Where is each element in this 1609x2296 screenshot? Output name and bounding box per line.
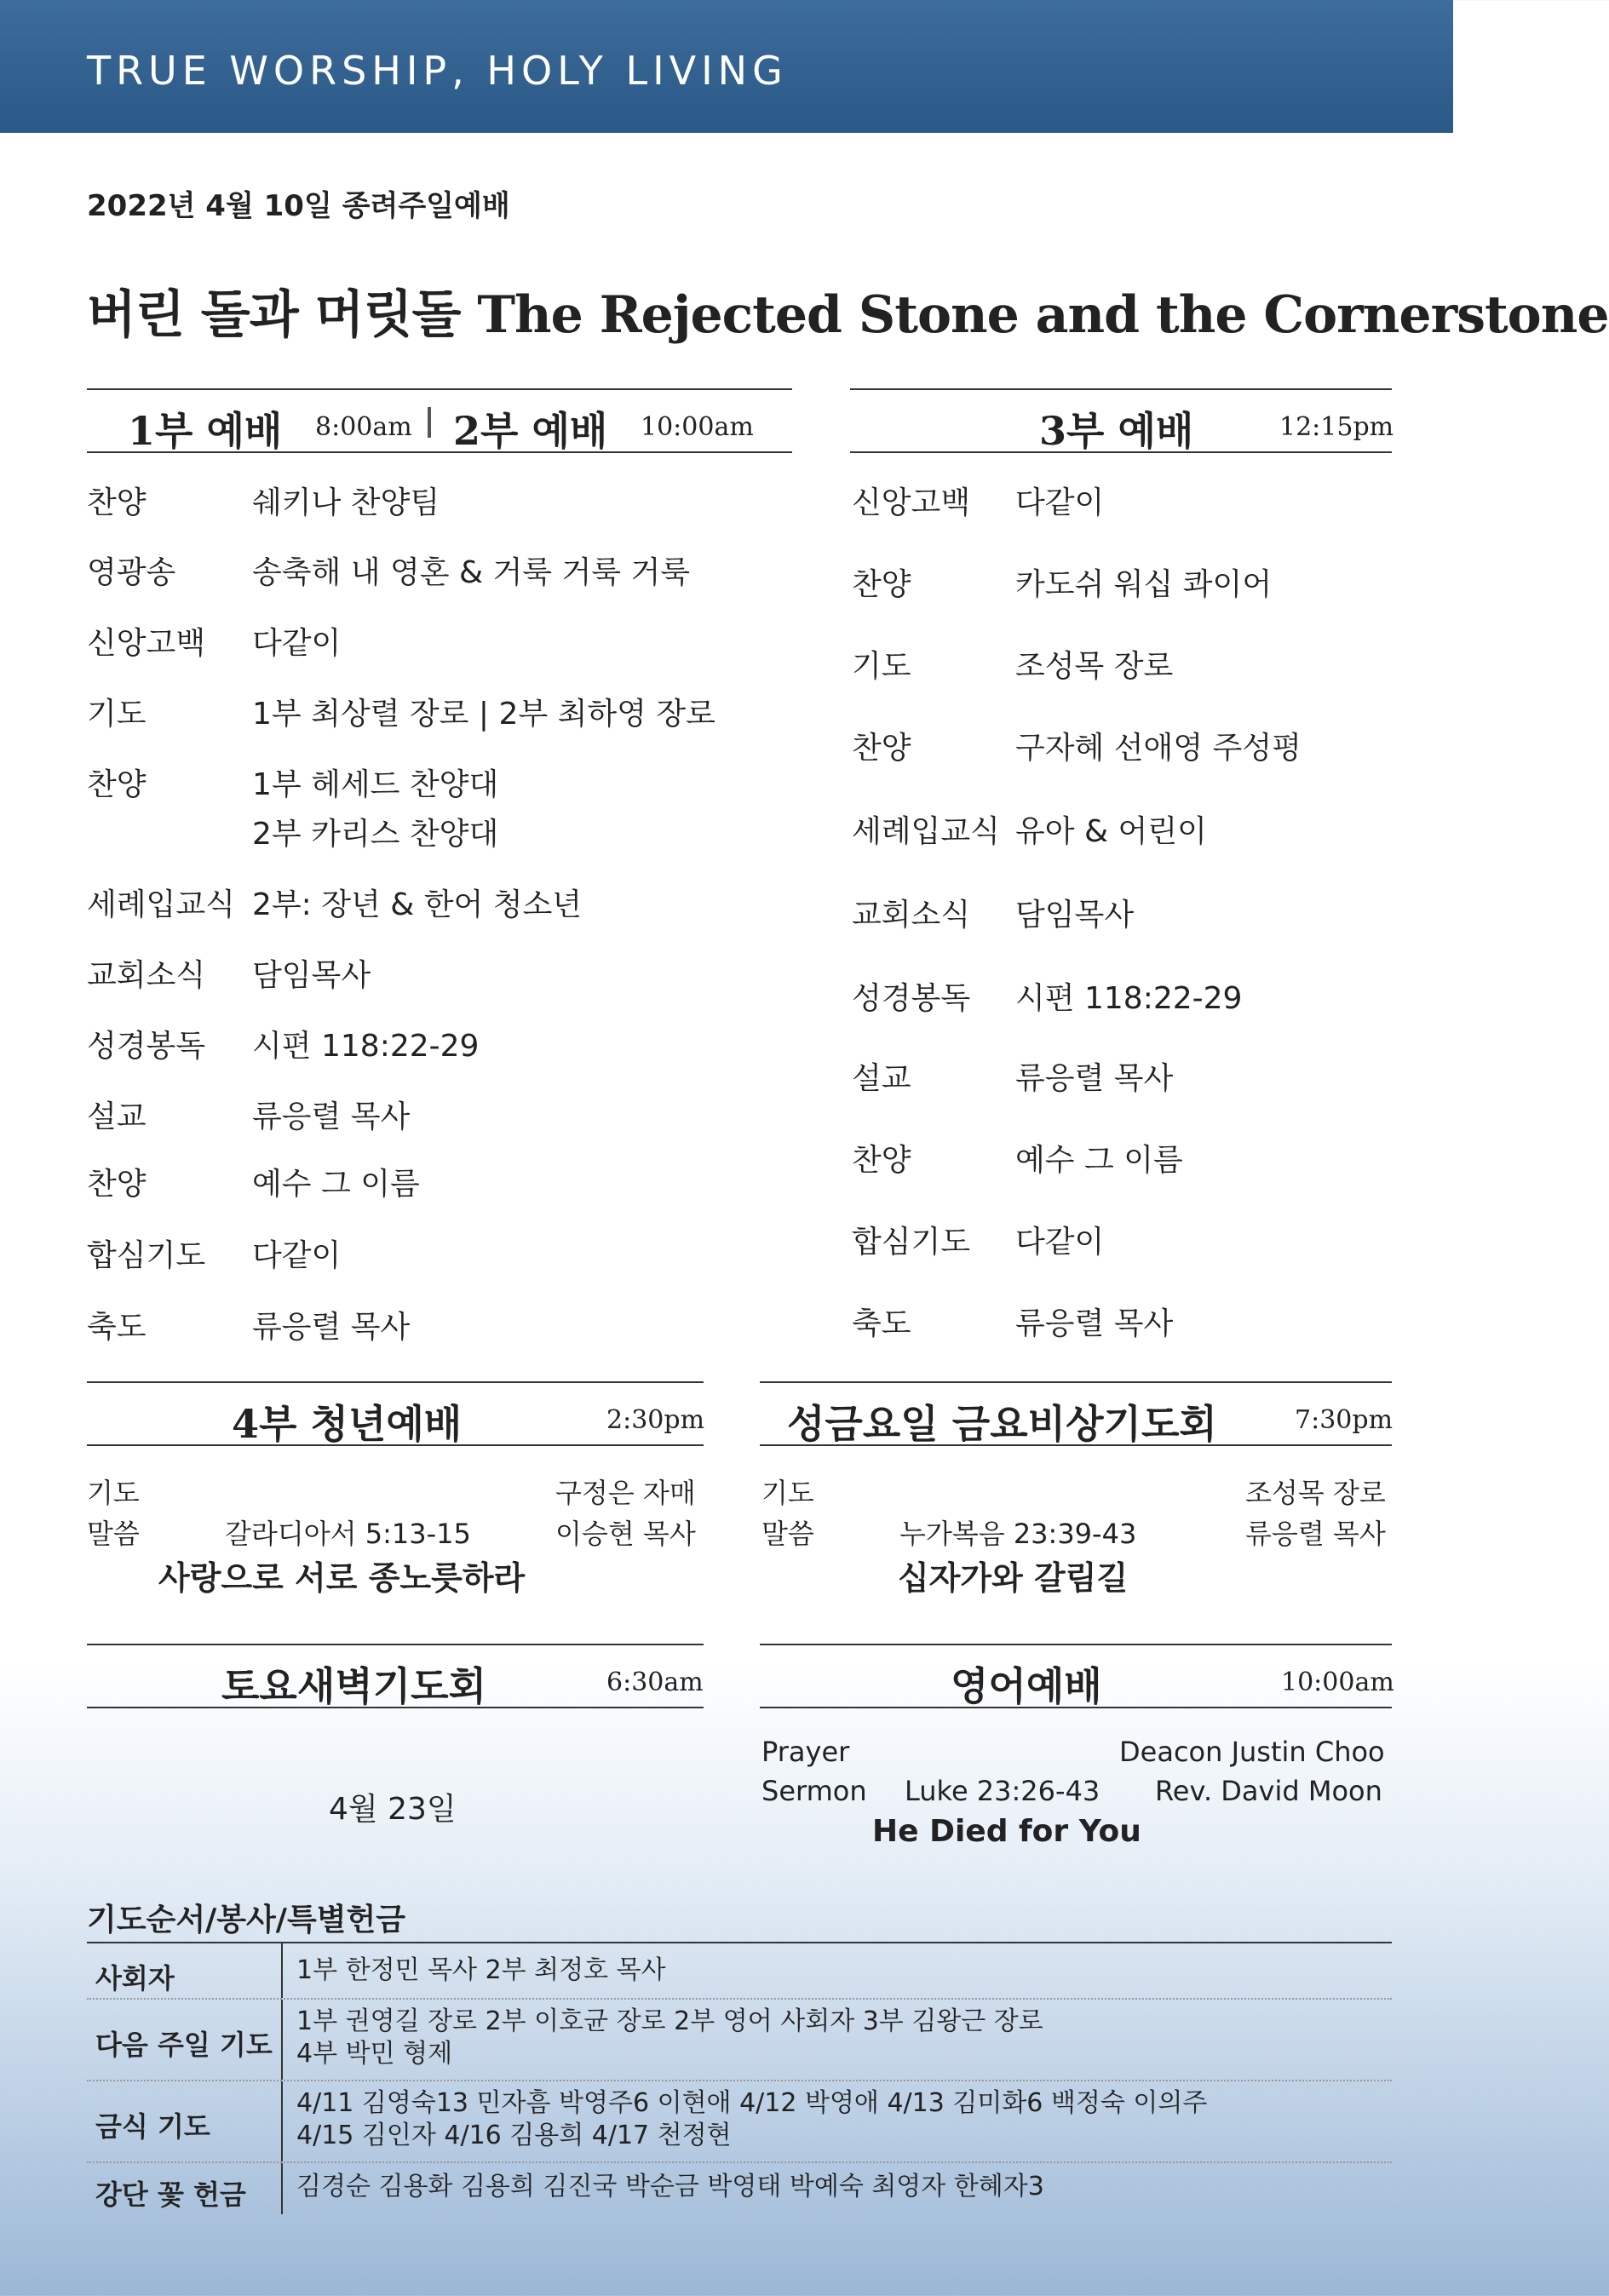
table-row [87, 2081, 1392, 2163]
order-label: 신앙고백 [852, 485, 971, 520]
sermon-title: He Died for You [872, 1814, 1141, 1849]
saturday-date: 4월 23일 [329, 1792, 457, 1827]
order-label: 찬양 [852, 731, 911, 766]
order-value: 구자혜 선애영 주성평 [1015, 731, 1302, 766]
order-label: 찬양 [852, 567, 911, 602]
duty-table [87, 1942, 1392, 2214]
order-value: 조성목 장로 [1015, 649, 1174, 684]
service-date: 2022년 4월 10일 종려주일예배 [87, 189, 510, 223]
service-12-header [87, 388, 792, 453]
service-3-header [850, 388, 1392, 453]
order-value: 2부: 장년 & 한어 청소년 [252, 887, 583, 922]
banner-title: TRUE WORSHIP, HOLY LIVING [87, 48, 788, 94]
order-value: 류응렬 목사 [252, 1099, 411, 1134]
english-service-time: 10:00am [1281, 1667, 1394, 1697]
sermon-preacher: 류응렬 목사 [1245, 1518, 1386, 1550]
table-row [87, 2000, 1392, 2081]
sermon-preacher: 이승현 목사 [555, 1518, 696, 1550]
service-4-heading: 4부 청년예배 [232, 1401, 463, 1447]
english-service-heading: 영어예배 [951, 1663, 1102, 1709]
column-divider [281, 1943, 283, 1998]
row-line2: 4부 박민 형제 [296, 2039, 453, 2069]
order-value-line2: 2부 카리스 찬양대 [252, 817, 499, 852]
order-value: 쉐키나 찬양팀 [252, 485, 440, 520]
order-value: 다같이 [252, 626, 342, 661]
order-value: 류응렬 목사 [1015, 1061, 1174, 1096]
row-line1: 1부 한정민 목사 2부 최정호 목사 [296, 1955, 666, 1985]
divider [428, 407, 431, 438]
order-value: 시편 118:22-29 [1015, 981, 1243, 1016]
english-service-header [760, 1644, 1392, 1708]
sermon-scripture: Luke 23:26-43 [905, 1775, 1100, 1807]
order-label: 영광송 [87, 555, 176, 590]
row-header: 다음 주일 기도 [95, 2029, 273, 2061]
order-label: 축도 [852, 1306, 911, 1341]
order-label: 기도 [852, 649, 911, 684]
prayer-person: 구정은 자매 [555, 1477, 696, 1509]
row-header: 강단 꽃 헌금 [95, 2178, 246, 2211]
row-line1: 김경순 김용화 김용희 김진국 박순금 박영태 박예숙 최영자 한혜자3 [296, 2172, 1044, 2201]
good-friday-header [760, 1381, 1392, 1446]
sermon-main-title: 버린 돌과 머릿돌 The Rejected Stone and the Cornerstone [87, 285, 1609, 345]
order-label: 설교 [87, 1099, 147, 1134]
prayer-label: Prayer [761, 1736, 850, 1768]
order-value: 카도쉬 워십 콰이어 [1015, 567, 1273, 602]
service-4-time: 2:30pm [606, 1405, 705, 1435]
sermon-preacher: Rev. David Moon [1155, 1775, 1382, 1807]
row-line2: 4/15 김인자 4/16 김용희 4/17 천정현 [296, 2121, 732, 2150]
order-value: 담임목사 [252, 958, 371, 993]
order-label: 세례입교식 [852, 814, 1000, 849]
service-3-time: 12:15pm [1279, 412, 1394, 442]
sermon-title: 십자가와 갈림길 [898, 1559, 1129, 1597]
order-label: 교회소식 [87, 958, 206, 993]
prayer-label: 기도 [87, 1477, 140, 1509]
sermon-scripture: 갈라디아서 5:13-15 [225, 1518, 471, 1550]
duty-table-title: 기도순서/봉사/특별헌금 [87, 1903, 406, 1937]
order-label: 축도 [87, 1310, 147, 1345]
order-value: 유아 & 어린이 [1015, 814, 1207, 849]
order-value: 1부 헤세드 찬양대 [252, 767, 499, 802]
saturday-heading: 토요새벽기도회 [221, 1663, 487, 1709]
column-divider [281, 2000, 283, 2080]
prayer-person: Deacon Justin Choo [1119, 1736, 1385, 1768]
order-value: 예수 그 이름 [252, 1167, 420, 1202]
service-3-heading: 3부 예배 [1039, 408, 1194, 454]
service-4-header [87, 1381, 704, 1446]
order-value: 류응렬 목사 [252, 1310, 411, 1345]
order-value: 송축해 내 영혼 & 거룩 거룩 거룩 [252, 555, 691, 590]
order-value: 류응렬 목사 [1015, 1306, 1174, 1341]
row-line1: 1부 권영길 장로 2부 이호균 장로 2부 영어 사회자 3부 김왕근 장로 [296, 2006, 1043, 2036]
service-2-time: 10:00am [641, 412, 754, 442]
column-divider [281, 2163, 283, 2214]
service-1-heading: 1부 예배 [128, 408, 283, 454]
saturday-header [87, 1644, 704, 1708]
sermon-scripture: 누가복음 23:39-43 [899, 1518, 1137, 1550]
order-value: 예수 그 이름 [1015, 1143, 1183, 1178]
saturday-time: 6:30am [606, 1667, 704, 1697]
order-value: 1부 최상렬 장로 | 2부 최하영 장로 [252, 697, 715, 732]
order-value: 다같이 [1015, 1225, 1105, 1260]
row-line1: 4/11 김영숙13 민자흠 박영주6 이현애 4/12 박영애 4/13 김미화6 백정숙 이의주 [296, 2088, 1208, 2118]
service-2-heading: 2부 예배 [453, 408, 608, 454]
order-label: 찬양 [87, 767, 147, 802]
table-row [87, 1943, 1392, 2000]
service-1-time: 8:00am [315, 412, 412, 442]
column-divider [281, 2081, 283, 2161]
header-banner [0, 0, 1453, 133]
row-header: 사회자 [95, 1962, 175, 1995]
table-row [87, 2163, 1392, 2214]
order-label: 찬양 [87, 485, 147, 520]
order-label: 기도 [87, 697, 147, 732]
order-label: 세례입교식 [87, 887, 235, 922]
sermon-label: Sermon [761, 1775, 867, 1807]
order-label: 교회소식 [852, 898, 971, 933]
order-label: 합심기도 [87, 1238, 206, 1273]
order-value: 다같이 [1015, 485, 1105, 520]
order-value: 다같이 [252, 1238, 342, 1273]
prayer-label: 기도 [761, 1477, 814, 1509]
order-label: 찬양 [87, 1167, 147, 1202]
row-header: 금식 기도 [95, 2110, 210, 2143]
order-value: 시편 118:22-29 [252, 1029, 480, 1064]
order-label: 설교 [852, 1061, 911, 1096]
order-label: 성경봉독 [852, 981, 971, 1016]
sermon-label: 말씀 [87, 1518, 140, 1550]
good-friday-heading: 성금요일 금요비상기도회 [787, 1401, 1217, 1447]
order-label: 성경봉독 [87, 1029, 206, 1064]
order-label: 찬양 [852, 1143, 911, 1178]
order-label: 합심기도 [852, 1225, 971, 1260]
order-value: 담임목사 [1015, 898, 1135, 933]
sermon-title: 사랑으로 서로 종노릇하라 [158, 1559, 526, 1597]
sermon-label: 말씀 [761, 1518, 814, 1550]
order-label: 신앙고백 [87, 626, 206, 661]
good-friday-time: 7:30pm [1295, 1405, 1394, 1435]
prayer-person: 조성목 장로 [1245, 1477, 1386, 1509]
